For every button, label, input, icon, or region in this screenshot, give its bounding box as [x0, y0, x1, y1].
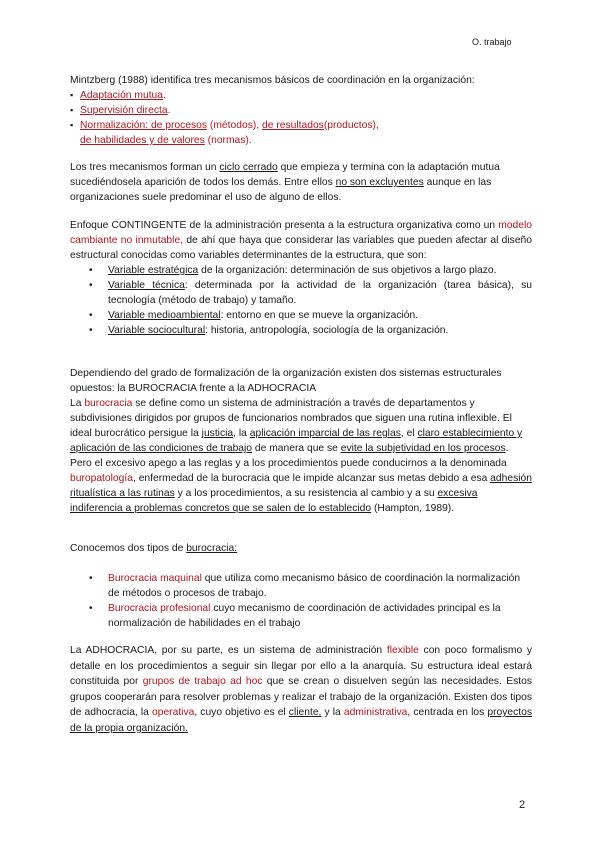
item-text: de la organización: determinación de sus objetivos a largo plazo.: [198, 265, 497, 276]
list-item: [70, 323, 532, 338]
text: . Pero el excesivo apego a las reglas y a los procedimientos puede conducirnos a la denominada: [70, 443, 509, 469]
text: se define como un sistema de administración a través de departamentos y subdivisiones dirigidos por grupos de funcionarios nombrados que siguen una rutina inflexible. El ideal burocrático persigue la: [70, 398, 512, 439]
item-text: Burocracia maquinal: [108, 573, 202, 584]
text: , el: [400, 428, 418, 439]
adhocracy-paragraph: [70, 643, 532, 736]
text: (Hampton, 1989).: [371, 503, 455, 514]
text: adhesión ritualística a las rutinas: [70, 473, 532, 499]
contingent-paragraph: [70, 218, 532, 338]
text: , la: [233, 428, 250, 439]
item-text: de habilidades y de valores: [80, 135, 205, 146]
list-item: [70, 103, 532, 118]
text: buropatología: [70, 473, 133, 484]
running-header: O. trabajo: [472, 37, 512, 47]
item-text: .: [167, 105, 171, 116]
bureaucracy-types-list: [70, 571, 532, 631]
text: La: [70, 398, 85, 409]
item-text: (normas).: [204, 135, 252, 146]
text: Los tres mecanismos forman un: [70, 162, 220, 173]
text: que se crean o disuelven según las necesidades. Estos grupos cooperarán para resolver problemas y realizar el trabajo de la organización. Existen dos tipos de adhocracia, la: [70, 676, 532, 718]
text: aplicación imparcial de las reglas: [249, 428, 401, 439]
text: y a los procedimientos, a su resistencia al cambio y a su: [174, 488, 438, 499]
text: grupos de trabajo ad hoc: [142, 676, 263, 687]
text: burocracia:: [186, 543, 238, 554]
coordination-list: [70, 88, 532, 148]
list-item: [70, 263, 532, 278]
text: de manera que se: [252, 443, 341, 454]
text: excesiva indiferencia a problemas concretos que se salen de lo establecido: [70, 488, 478, 514]
page-number: 2: [519, 799, 526, 811]
item-text: Variable medioambiental: [108, 310, 221, 321]
list-item: [70, 308, 532, 323]
item-text: .: [163, 90, 166, 101]
list-item: [70, 118, 532, 148]
text: que empieza y termina con la adaptación mutua sucediéndosela aparición de todos los demás. Entre ellos: [70, 162, 500, 188]
text: cliente,: [288, 707, 322, 718]
item-text: Supervisión directa: [80, 105, 168, 116]
variables-list: [70, 263, 532, 338]
item-text: : historia, antropología, sociología de la organización.: [205, 325, 449, 336]
list-item: [70, 571, 532, 601]
types-intro: [70, 541, 532, 556]
item-text: Variable técnica: [108, 280, 185, 291]
text: aunque en las organizaciones suele predominar el uso de alguno de ellos.: [70, 177, 492, 203]
item-text: (productos),: [323, 120, 379, 131]
text: La ADHOCRACIA, por su parte, es un sistema de administración: [70, 645, 387, 656]
text: , cuyo objetivo es el: [194, 707, 289, 718]
mechanisms-paragraph: [70, 160, 532, 205]
item-text: : determinada por la actividad de la organización (tarea básica), su tecnología (método de trabajo) y tamaño.: [108, 280, 532, 306]
mintzberg-intro: Mintzberg (1988) identifica tres mecanismos básicos de coordinación en la organización:: [70, 75, 475, 86]
text: modelo cambiante no inmutable,: [70, 220, 532, 246]
text: Conocemos dos tipos de: [70, 543, 187, 554]
text: con poco formalismo y detalle en los procedimientos a seguir sin llegar por ello a la anarquía. Su estructura ideal estará constituida por: [70, 645, 532, 687]
text: no son excluyentes: [335, 177, 424, 188]
item-text: de resultados: [262, 120, 324, 131]
text: , enfermedad de la burocracia que le impide alcanzar sus metas debido a esa: [132, 473, 491, 484]
bureaucracy-paragraph: [70, 366, 532, 516]
text: claro establecimiento y aplicación de las condiciones de trabajo: [70, 428, 523, 454]
list-item: [70, 601, 532, 631]
item-text: que utiliza como mecanismo básico de coordinación la normalización de métodos o procesos de trabajo.: [108, 573, 521, 599]
text: proyectos de la propia organización.: [70, 707, 532, 734]
item-text: Normalización: de procesos: [80, 120, 208, 131]
item-text: cuyo mecanismo de coordinación de actividades principal es la normalización de habilidades en el trabajo: [108, 603, 501, 629]
text: evite la subjetividad en los procesos: [340, 443, 506, 454]
text: ciclo cerrado: [219, 162, 278, 173]
item-text: Variable sociocultural: [108, 325, 206, 336]
text: justicia: [201, 428, 234, 439]
text: de ahí que haya que considerar las variables que pueden afectar al diseño estructural conocidas como variables determinantes de la estructura, que son:: [70, 235, 532, 261]
text: Dependiendo del grado de formalización de la organización existen dos sistemas estructurales opuestos: la BUROCRACIA frente a la ADHOCRACIA: [70, 368, 502, 394]
text: administrativa: [343, 707, 408, 718]
text: y la: [321, 707, 344, 718]
item-text: : entorno en que se mueve la organización.: [220, 310, 419, 321]
text: burocracia: [84, 398, 133, 409]
text: Enfoque CONTINGENTE de la administración presenta a la estructura organizativa como un: [70, 220, 499, 231]
text: flexible: [386, 645, 419, 656]
item-text: Adaptación mutua: [80, 90, 164, 101]
text: operativa: [151, 707, 195, 718]
item-text: Burocracia profesional: [108, 603, 211, 614]
item-text: (métodos),: [207, 120, 262, 131]
mintzberg-paragraph: [70, 73, 532, 148]
bureaucracy-types-paragraph: [70, 541, 532, 631]
list-item: [70, 278, 532, 308]
list-item: [70, 88, 532, 103]
text: , centrada en los: [407, 707, 488, 718]
item-text: Variable estratégica: [108, 265, 199, 276]
